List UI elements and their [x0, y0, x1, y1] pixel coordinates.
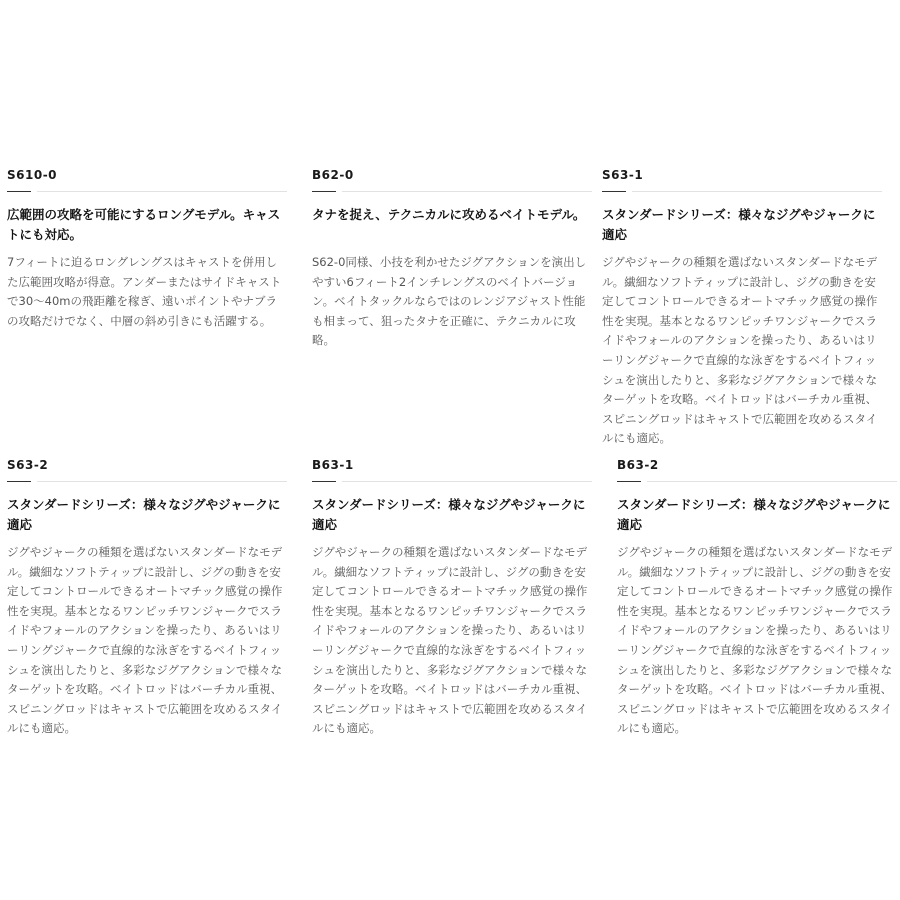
divider-accent [7, 481, 31, 482]
divider-line [647, 481, 897, 482]
model-code: S63-1 [602, 168, 644, 182]
divider-accent [7, 191, 31, 192]
model-description: ジグやジャークの種類を選ばないスタンダードなモデル。繊細なソフトティップに設計し、ジグの動きを安定してコントロールできるオートマチック感覚の操作性を実現。基本となるワンピッチワンジャークでスライドやフォールのアクションを操ったり、あるいはリーリングジャークで直線的な泳ぎをするベイトフィッシュを演出したりと、多彩なジグアクションで様々なターゲットを攻略。ベイトロッドはバーチカル重視、スピニングロッドはキャストで広範囲を攻めるスタイルにも適応。 [617, 545, 893, 736]
divider-line [37, 191, 287, 192]
model-description: ジグやジャークの種類を選ばないスタンダードなモデル。繊細なソフトティップに設計し、ジグの動きを安定してコントロールできるオートマチック感覚の操作性を実現。基本となるワンピッチワンジャークでスライドやフォールのアクションを操ったり、あるいはリーリングジャークで直線的な泳ぎをするベイトフィッシュを演出したりと、多彩なジグアクションで様々なターゲットを攻略。ベイトロッドはバーチカル重視、スピニングロッドはキャストで広範囲を攻めるスタイルにも適応。 [312, 545, 588, 736]
divider-accent [312, 191, 336, 192]
model-code: S610-0 [7, 168, 58, 182]
divider-line [342, 191, 592, 192]
model-code: B63-2 [617, 458, 659, 472]
model-heading: スタンダードシリーズ：様々なジグやジャークに適応 [7, 497, 281, 532]
model-heading: スタンダードシリーズ：様々なジグやジャークに適応 [602, 207, 876, 242]
model-description: 7フィートに迫るロングレングスはキャストを併用した広範囲攻略が得意。アンダーまたはサイドキャストで30〜40mの飛距離を稼ぎ、遠いポイントやナブラの攻略だけでなく、中層の斜め引きにも活躍する。 [7, 255, 282, 328]
model-description: S62-0同様、小技を利かせたジグアクションを演出しやすい6フィート2インチレングスのベイトバージョン。ベイトタックルならではのレンジアジャスト性能も相まって、狙ったタナを正確に、テクニカルに攻略。 [312, 255, 587, 348]
divider-accent [312, 481, 336, 482]
divider-line [342, 481, 592, 482]
divider-line [632, 191, 882, 192]
model-heading: タナを捉え、テクニカルに攻めるベイトモデル。 [312, 207, 586, 222]
model-description: ジグやジャークの種類を選ばないスタンダードなモデル。繊細なソフトティップに設計し、ジグの動きを安定してコントロールできるオートマチック感覚の操作性を実現。基本となるワンピッチワンジャークでスライドやフォールのアクションを操ったり、あるいはリーリングジャークで直線的な泳ぎをするベイトフィッシュを演出したりと、多彩なジグアクションで様々なターゲットを攻略。ベイトロッドはバーチカル重視、スピニングロッドはキャストで広範囲を攻めるスタイルにも適応。 [602, 255, 878, 446]
model-heading: 広範囲の攻略を可能にするロングモデル。キャストにも対応。 [7, 207, 281, 242]
model-heading: スタンダードシリーズ：様々なジグやジャークに適応 [617, 497, 891, 532]
model-description: ジグやジャークの種類を選ばないスタンダードなモデル。繊細なソフトティップに設計し、ジグの動きを安定してコントロールできるオートマチック感覚の操作性を実現。基本となるワンピッチワンジャークでスライドやフォールのアクションを操ったり、あるいはリーリングジャークで直線的な泳ぎをするベイトフィッシュを演出したりと、多彩なジグアクションで様々なターゲットを攻略。ベイトロッドはバーチカル重視、スピニングロッドはキャストで広範囲を攻めるスタイルにも適応。 [7, 545, 283, 736]
model-code: B62-0 [312, 168, 354, 182]
model-code: S63-2 [7, 458, 49, 472]
model-heading: スタンダードシリーズ：様々なジグやジャークに適応 [312, 497, 586, 532]
divider-accent [617, 481, 641, 482]
divider-line [37, 481, 287, 482]
model-code: B63-1 [312, 458, 354, 472]
divider-accent [602, 191, 626, 192]
